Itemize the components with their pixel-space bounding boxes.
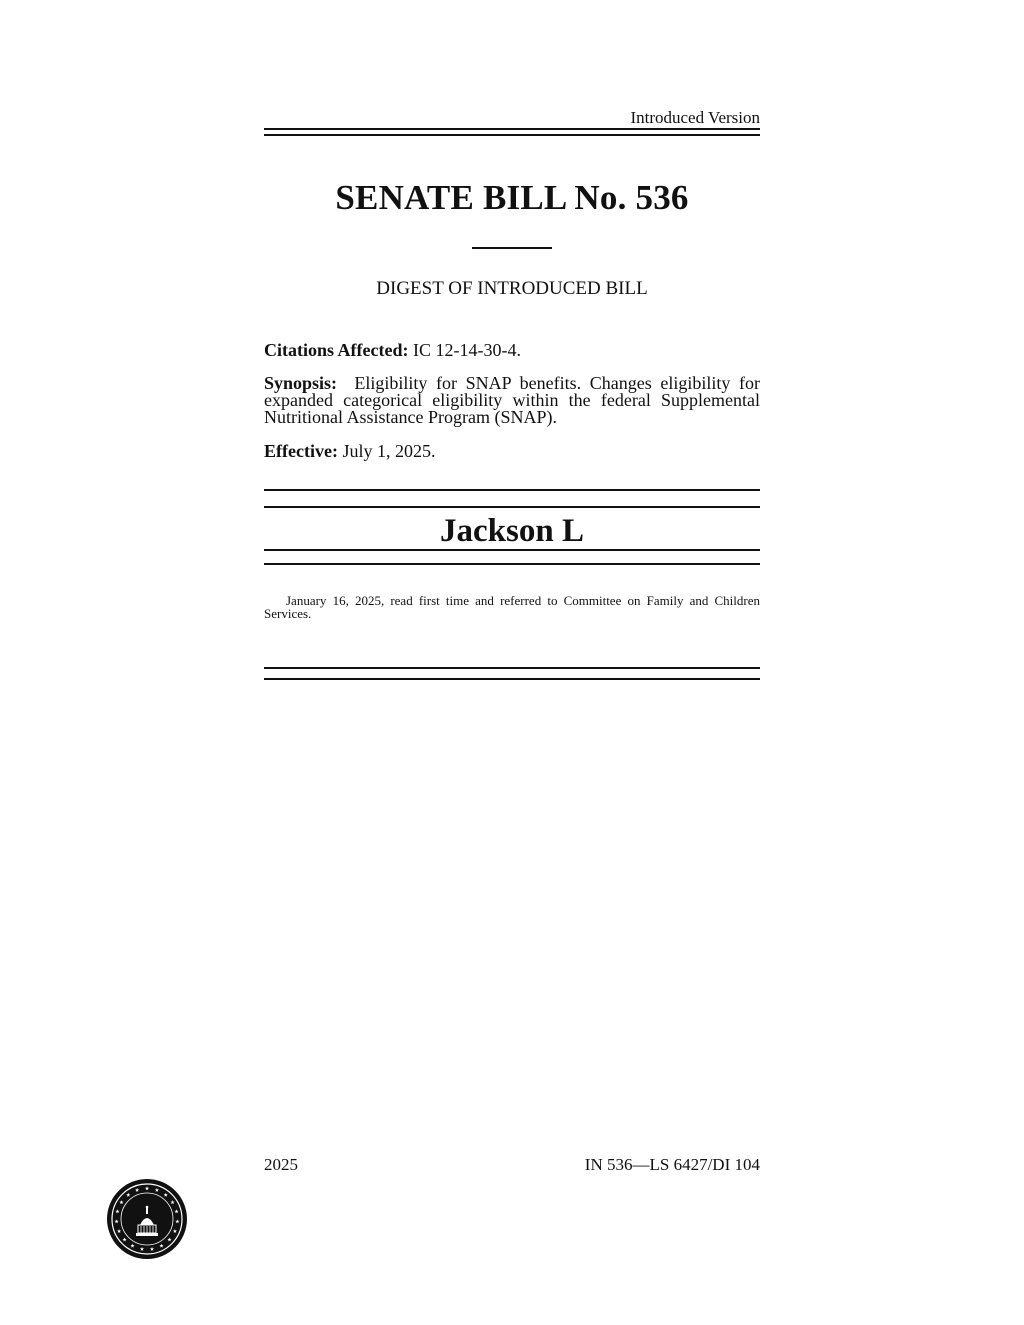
citations-affected xyxy=(264,342,760,359)
digest-heading: DIGEST OF INTRODUCED BILL xyxy=(376,278,648,299)
author-name: Jackson L xyxy=(440,513,584,549)
header-rule-bottom xyxy=(264,134,760,136)
synopsis-label: Synopsis: xyxy=(264,373,338,393)
version-label: Introduced Version xyxy=(630,108,760,127)
bill-title: SENATE BILL No. 536 xyxy=(335,178,689,217)
author-rule-1 xyxy=(264,489,760,491)
synopsis-value: Eligibility for SNAP benefits. Changes eligibility for expanded categorical eligibility within the federal Supplemental Nutritional Assistance Program (SNAP). xyxy=(264,373,761,427)
effective-label: Effective: xyxy=(264,441,338,461)
citations-label: Citations Affected: xyxy=(264,340,409,360)
effective-value: July 1, 2025. xyxy=(342,441,436,461)
author-rule-4 xyxy=(264,563,760,565)
title-divider xyxy=(472,247,552,249)
synopsis xyxy=(264,375,760,426)
referral-note: January 16, 2025, read first time and referred to Committee on Family and Children Services. xyxy=(264,593,760,621)
author-rule-2 xyxy=(264,506,760,508)
footer-year: 2025 xyxy=(264,1155,298,1174)
end-rule-2 xyxy=(264,678,760,680)
indiana-seal-icon xyxy=(106,1178,188,1260)
effective-date xyxy=(264,443,760,460)
citations-value: IC 12-14-30-4. xyxy=(412,340,521,360)
end-rule-1 xyxy=(264,667,760,669)
header-rule-top xyxy=(264,128,760,130)
author-rule-3 xyxy=(264,549,760,551)
footer-identifier: IN 536—LS 6427/DI 104 xyxy=(584,1155,760,1174)
